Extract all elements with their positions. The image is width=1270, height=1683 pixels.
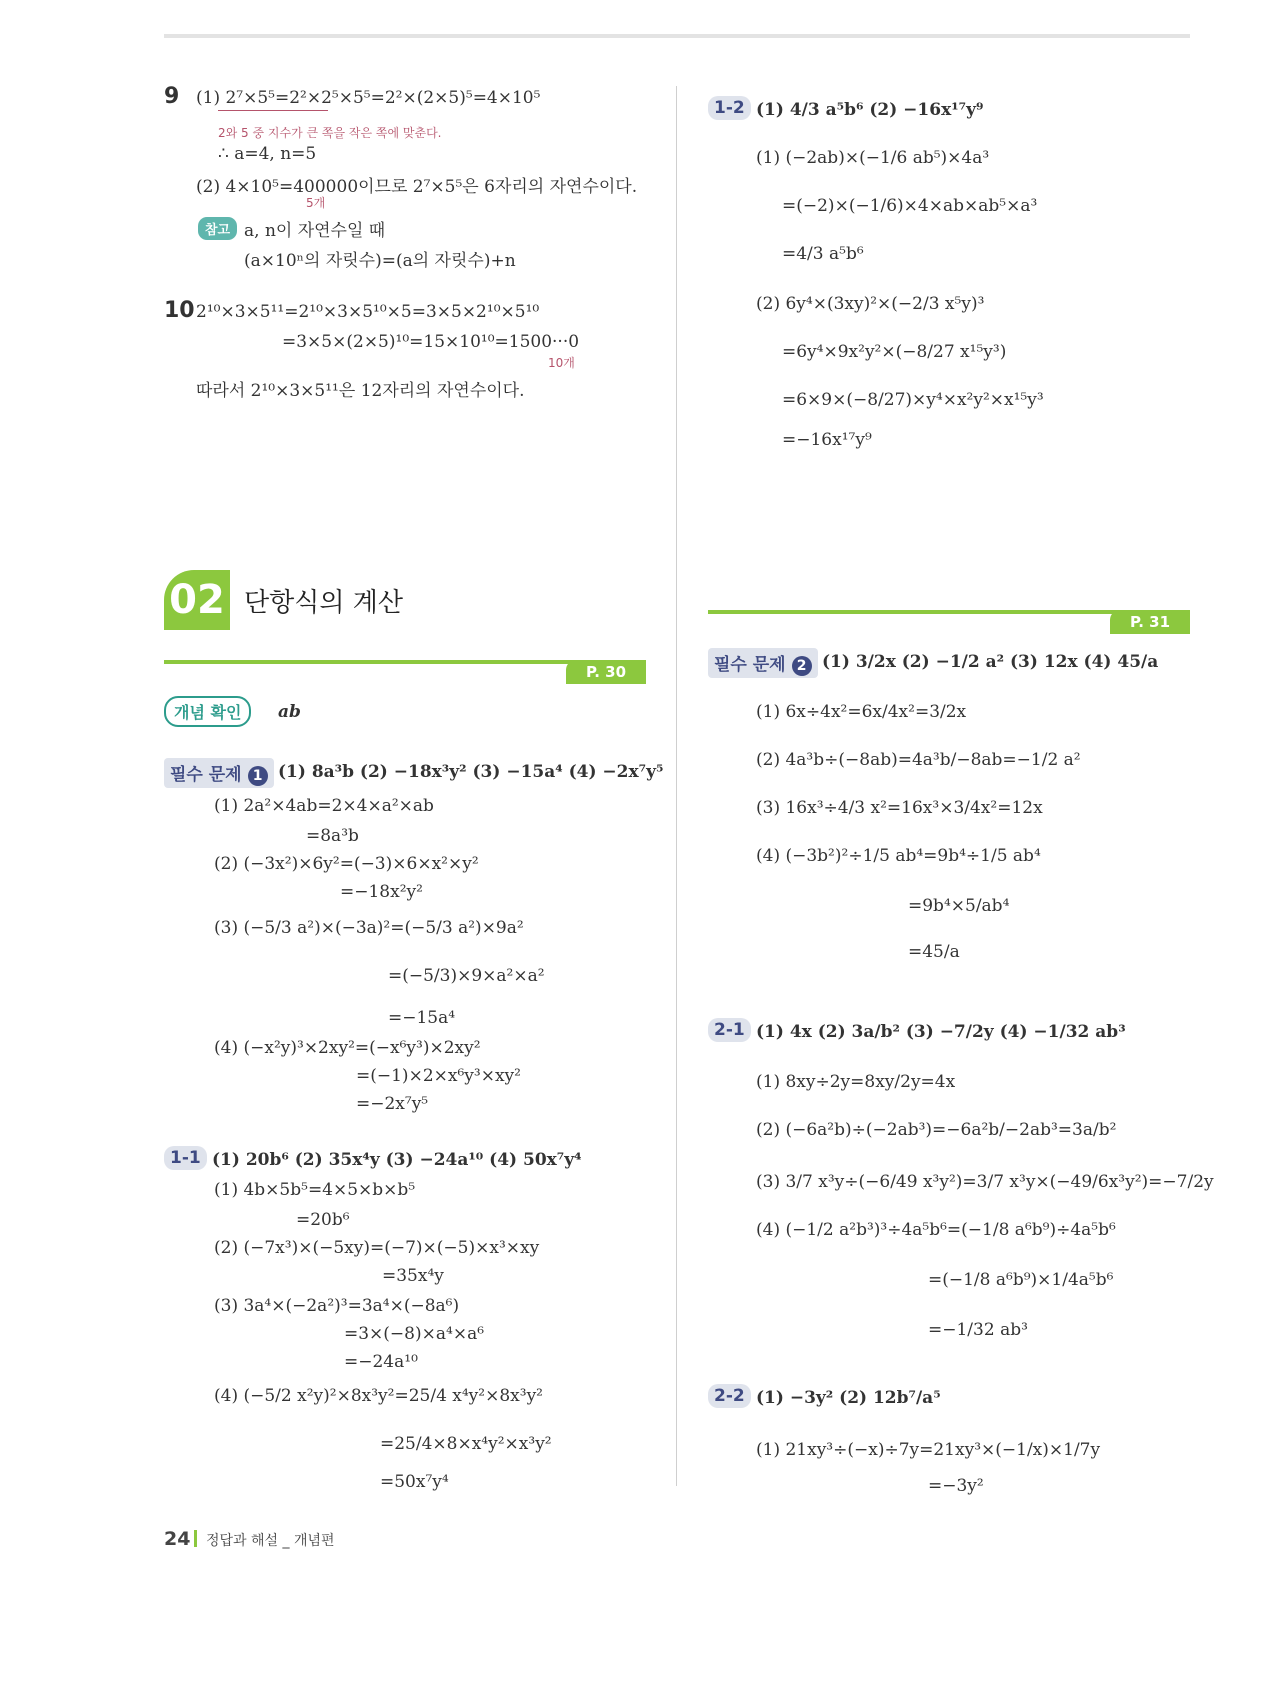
- req1-line: (3) (−5/3 a²)×(−3a)²=(−5/3 a²)×9a²: [214, 918, 524, 938]
- req2-line: =9b⁴×5/ab⁴: [908, 896, 1010, 916]
- sub-1-2-answers: (1) 4/3 a⁵b⁶ (2) −16x¹⁷y⁹: [756, 100, 984, 120]
- s12-line: =−16x¹⁷y⁹: [782, 430, 872, 450]
- footer-separator: [194, 1530, 197, 1547]
- top-rule: [164, 34, 1190, 38]
- required-problem-2-label: [708, 648, 818, 678]
- p10-line-3: 따라서 2¹⁰×3×5¹¹은 12자리의 자연수이다.: [196, 381, 525, 401]
- page-tab-p30: P. 30: [566, 660, 646, 684]
- s11-line: =25/4×8×x⁴y²×x³y²: [380, 1434, 552, 1454]
- req1-line: =(−1)×2×x⁶y³×xy²: [356, 1066, 521, 1086]
- s11-line: (3) 3a⁴×(−2a²)³=3a⁴×(−8a⁶): [214, 1296, 460, 1316]
- concept-check-badge: 개념 확인: [164, 696, 251, 727]
- req1-line: =8a³b: [306, 826, 359, 846]
- req1-line: (4) (−x²y)³×2xy²=(−x⁶y³)×2xy²: [214, 1038, 481, 1058]
- s21-line: (3) 3/7 x³y÷(−6/49 x³y²)=3/7 x³y×(−49/6x³y²)=−7/2y: [756, 1172, 1214, 1192]
- s21-line: =(−1/8 a⁶b⁹)×1/4a⁵b⁶: [928, 1270, 1114, 1290]
- s11-line: =20b⁶: [296, 1210, 350, 1230]
- sub-2-2-answers: (1) −3y² (2) 12b⁷/a⁵: [756, 1388, 941, 1408]
- p9-note: 2와 5 중 지수가 큰 쪽을 작은 쪽에 맞춘다.: [218, 126, 442, 140]
- required-circle-1: 1: [248, 766, 268, 786]
- s11-line: (4) (−5/2 x²y)²×8x³y²=25/4 x⁴y²×8x³y²: [214, 1386, 543, 1406]
- s11-line: =35x⁴y: [382, 1266, 444, 1286]
- s11-line: =50x⁷y⁴: [380, 1472, 449, 1492]
- required-1-answers: (1) 8a³b (2) −18x³y² (3) −15a⁴ (4) −2x⁷y⁵: [278, 762, 664, 782]
- required-label-text: 필수 문제: [714, 655, 786, 675]
- req1-line: =−2x⁷y⁵: [356, 1094, 429, 1114]
- problem-number-10: 10: [164, 298, 195, 323]
- s12-line: =4/3 a⁵b⁶: [782, 244, 864, 264]
- section-title: 단항식의 계산: [244, 588, 403, 618]
- req2-line: (3) 16x³÷4/3 x²=16x³×3/4x²=12x: [756, 798, 1043, 818]
- required-problem-1-label: [164, 758, 274, 788]
- req2-line: =45/a: [908, 942, 960, 962]
- footer-page-number: 24: [164, 1528, 191, 1550]
- p9-ref-2: (a×10ⁿ의 자릿수)=(a의 자릿수)+n: [244, 251, 516, 271]
- req2-line: (2) 4a³b÷(−8ab)=4a³b/−8ab=−1/2 a²: [756, 750, 1081, 770]
- p10-line-1: 2¹⁰×3×5¹¹=2¹⁰×3×5¹⁰×5=3×5×2¹⁰×5¹⁰: [196, 302, 540, 322]
- s21-line: (2) (−6a²b)÷(−2ab³)=−6a²b/−2ab³=3a/b²: [756, 1120, 1117, 1140]
- column-divider: [676, 86, 677, 1486]
- req1-line: =−18x²y²: [340, 882, 423, 902]
- s21-line: (1) 8xy÷2y=8xy/2y=4x: [756, 1072, 956, 1092]
- s11-line: (2) (−7x³)×(−5xy)=(−7)×(−5)×x³×xy: [214, 1238, 540, 1258]
- required-circle-2: 2: [792, 656, 812, 676]
- s12-line: =(−2)×(−1/6)×4×ab×ab⁵×a³: [782, 196, 1038, 216]
- sub-problem-2-2-label: 2-2: [708, 1384, 751, 1408]
- sub-1-1-answers: (1) 20b⁶ (2) 35x⁴y (3) −24a¹⁰ (4) 50x⁷y⁴: [212, 1150, 582, 1170]
- s12-line: =6y⁴×9x²y²×(−8/27 x¹⁵y³): [782, 342, 1007, 362]
- p9-line-3: (2) 4×10⁵=400000이므로 2⁷×5⁵은 6자리의 자연수이다.: [196, 177, 638, 197]
- problem-number-9: 9: [164, 84, 180, 109]
- sub-2-1-answers: (1) 4x (2) 3a/b² (3) −7/2y (4) −1/32 ab³: [756, 1022, 1126, 1042]
- req1-line: =(−5/3)×9×a²×a²: [388, 966, 545, 986]
- s11-line: =−24a¹⁰: [344, 1352, 418, 1372]
- req2-line: (4) (−3b²)²÷1/5 ab⁴=9b⁴÷1/5 ab⁴: [756, 846, 1041, 866]
- p9-line-2: ∴ a=4, n=5: [218, 144, 317, 164]
- footer-text: 정답과 해설 _ 개념편: [206, 1533, 335, 1549]
- required-label-text: 필수 문제: [170, 765, 242, 785]
- p9-red-underline: [218, 110, 328, 111]
- p9-ref-1: a, n이 자연수일 때: [244, 221, 386, 241]
- reference-badge: 참고: [198, 217, 237, 240]
- s12-line: (2) 6y⁴×(3xy)²×(−2/3 x⁵y)³: [756, 294, 985, 314]
- sub-problem-2-1-label: 2-1: [708, 1018, 751, 1042]
- page-tab-p31: P. 31: [1110, 610, 1190, 634]
- concept-check-answer: ab: [278, 702, 301, 722]
- p9-note-2: 5개: [306, 196, 326, 210]
- s21-line: (4) (−1/2 a²b³)³÷4a⁵b⁶=(−1/8 a⁶b⁹)÷4a⁵b⁶: [756, 1220, 1116, 1240]
- p9-line-1: (1) 2⁷×5⁵=2²×2⁵×5⁵=2²×(2×5)⁵=4×10⁵: [196, 88, 541, 108]
- sub-problem-1-1-label: 1-1: [164, 1146, 207, 1170]
- req1-line: (1) 2a²×4ab=2×4×a²×ab: [214, 796, 434, 816]
- s11-line: =3×(−8)×a⁴×a⁶: [344, 1324, 485, 1344]
- req1-line: (2) (−3x²)×6y²=(−3)×6×x²×y²: [214, 854, 479, 874]
- s11-line: (1) 4b×5b⁵=4×5×b×b⁵: [214, 1180, 416, 1200]
- req1-line: =−15a⁴: [388, 1008, 456, 1028]
- section-number: 02: [164, 570, 230, 630]
- sub-problem-1-2-label: 1-2: [708, 96, 751, 120]
- required-2-answers: (1) 3/2x (2) −1/2 a² (3) 12x (4) 45/a: [822, 652, 1159, 672]
- p10-note: 10개: [548, 356, 575, 370]
- s12-line: =6×9×(−8/27)×y⁴×x²y²×x¹⁵y³: [782, 390, 1044, 410]
- req2-line: (1) 6x÷4x²=6x/4x²=3/2x: [756, 702, 967, 722]
- p10-line-2: =3×5×(2×5)¹⁰=15×10¹⁰=1500···0: [282, 332, 580, 352]
- s21-line: =−1/32 ab³: [928, 1320, 1028, 1340]
- s22-line: =−3y²: [928, 1476, 984, 1496]
- s22-line: (1) 21xy³÷(−x)÷7y=21xy³×(−1/x)×1/7y: [756, 1440, 1101, 1460]
- s12-line: (1) (−2ab)×(−1/6 ab⁵)×4a³: [756, 148, 990, 168]
